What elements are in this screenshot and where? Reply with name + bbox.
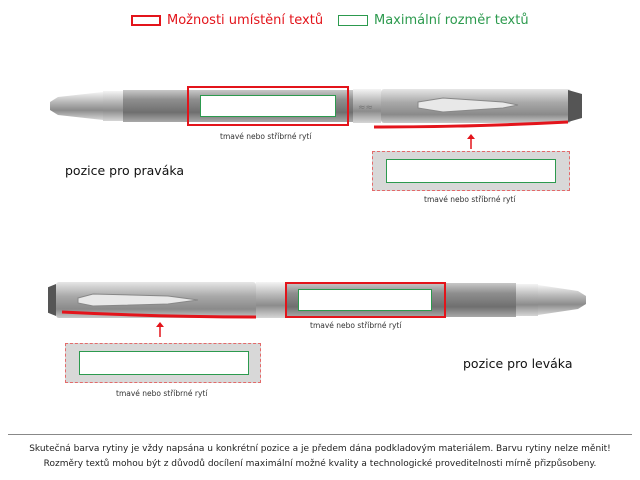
svg-text:≈≈: ≈≈ — [358, 103, 374, 113]
max-text-clip-right-handed — [386, 159, 556, 183]
legend-max-size — [338, 10, 529, 30]
clip-placement-line-left — [60, 310, 260, 320]
arrow-up-icon — [466, 134, 476, 150]
position-label-left-handed: pozice pro leváka — [463, 356, 573, 371]
engraving-note-clip-right: tmavé nebo stříbrné rytí — [424, 195, 516, 204]
legend-max-size-label: Maximální rozměr textů — [374, 12, 529, 28]
engraving-note-barrel-left: tmavé nebo stříbrné rytí — [310, 321, 402, 330]
engraving-note-barrel-right: tmavé nebo stříbrné rytí — [220, 132, 312, 141]
clip-placement-line-right — [372, 120, 572, 130]
max-text-barrel-right-handed — [200, 95, 336, 117]
legend-green-swatch — [338, 15, 368, 26]
position-label-right-handed: pozice pro praváka — [65, 163, 185, 178]
footer-note-line1: Skutečná barva rytiny je vždy napsána u konkrétní pozice a je předem dána podkladovým materiálem. Barvu rytiny nelze měnit! — [29, 444, 611, 454]
footer-note-line2: Rozměry textů mohou být z důvodů docílení maximální možné kvality a technologické proveditelnosti mírně přizpůsobeny. — [43, 459, 597, 469]
max-text-clip-left-handed — [79, 351, 249, 375]
max-text-barrel-left-handed — [298, 289, 432, 311]
arrow-up-icon — [155, 322, 165, 338]
footer-divider — [8, 434, 632, 435]
legend-placement-label: Možnosti umístění textů — [167, 12, 324, 28]
legend-red-swatch — [131, 15, 161, 26]
engraving-note-clip-left: tmavé nebo stříbrné rytí — [116, 389, 208, 398]
legend-placement — [131, 10, 323, 30]
